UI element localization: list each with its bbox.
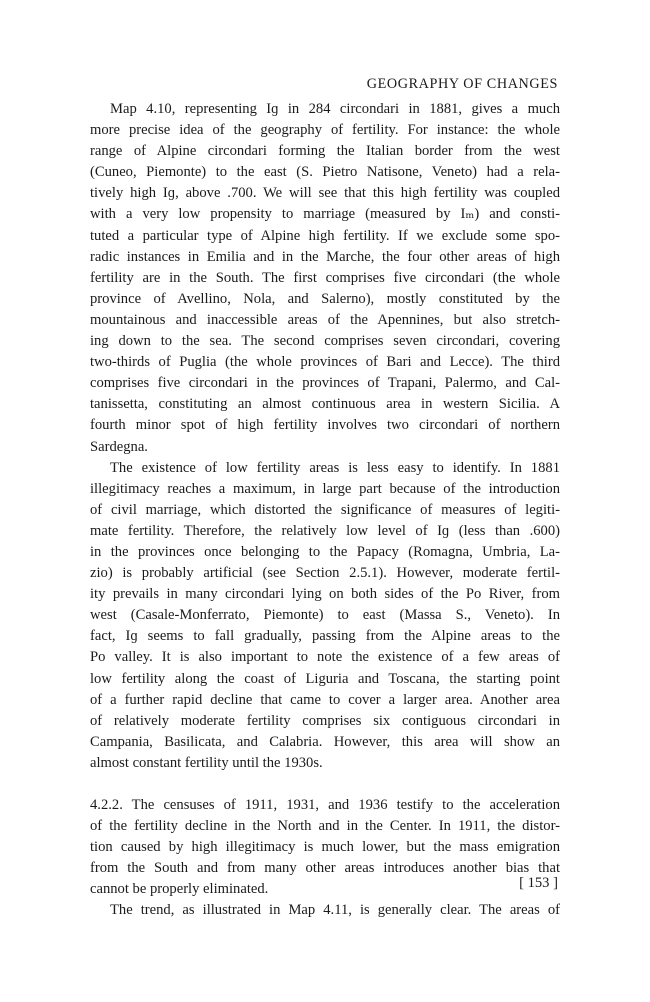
paragraph-trend <box>90 900 560 921</box>
text-line: ity prevails in many circondari lying on both sides of the Po River, from <box>90 586 560 603</box>
text-line: of civil marriage, which distorted the significance of measures of legiti- <box>90 501 560 518</box>
text-line: almost constant fertility until the 1930s. <box>90 754 323 771</box>
text-line: tuted a particular type of Alpine high fertility. If we exclude some spo- <box>90 227 560 244</box>
text-line: (Cuneo, Piemonte) to the east (S. Pietro Natisone, Veneto) had a rela- <box>90 164 560 181</box>
text-line: from the South and from many other areas introduces another bias that <box>90 860 560 877</box>
text-line: The existence of low fertility areas is less easy to identify. In 1881 <box>110 459 560 476</box>
text-line: of the fertility decline in the North and in the Center. In 1911, the distor- <box>90 818 560 835</box>
text-line: two-thirds of Puglia (the whole provinces of Bari and Lecce). The third <box>90 354 560 371</box>
paragraph-section-4-2-2 <box>90 795 560 900</box>
text-line: comprises five circondari in the provinces of Trapani, Palermo, and Cal- <box>90 375 560 392</box>
text-line: of relatively moderate fertility comprises six contiguous circondari in <box>90 712 560 729</box>
section-gap <box>90 774 560 795</box>
text-line: range of Alpine circondari forming the Italian border from the west <box>90 143 560 160</box>
text-line: The trend, as illustrated in Map 4.11, is generally clear. The areas of <box>110 902 560 919</box>
text-line: mountainous and inaccessible areas of the Apennines, but also stretch- <box>90 311 560 328</box>
paragraph-map-4-10 <box>90 99 560 458</box>
text-line: low fertility along the coast of Liguria and Toscana, the starting point <box>90 670 560 687</box>
body-text <box>90 99 560 922</box>
text-line: with a very low propensity to marriage (measured by Iₘ) and consti- <box>90 206 560 223</box>
page-number: [ 153 ] <box>519 875 558 891</box>
text-line: tanissetta, constituting an almost continuous area in western Sicilia. A <box>90 396 560 413</box>
text-line: 4.2.2. The censuses of 1911, 1931, and 1936 testify to the acceleration <box>90 797 560 813</box>
text-line: zio) is probably artificial (see Section 2.5.1). However, moderate fertil- <box>90 565 560 582</box>
text-line: fact, Iɡ seems to fall gradually, passing from the Alpine areas to the <box>90 628 560 645</box>
text-line: west (Casale-Monferrato, Piemonte) to east (Massa S., Veneto). In <box>90 607 560 624</box>
text-line: more precise idea of the geography of fertility. For instance: the whole <box>90 122 560 139</box>
text-line: fourth minor spot of high fertility involves two circondari of northern <box>90 417 560 434</box>
text-line: tion caused by high illegitimacy is much lower, but the mass emigration <box>90 839 560 856</box>
text-line: mate fertility. Therefore, the relatively low level of Iɡ (less than .600) <box>90 522 560 539</box>
text-line: in the provinces once belonging to the Papacy (Romagna, Umbria, La- <box>90 543 560 560</box>
text-line: Campania, Basilicata, and Calabria. However, this area will show an <box>90 733 560 750</box>
text-line: illegitimacy reaches a maximum, in large part because of the introduction <box>90 480 560 497</box>
text-line: Sardegna. <box>90 438 148 455</box>
text-line: radic instances in Emilia and in the Marche, the four other areas of high <box>90 248 560 265</box>
text-line: tively high Iɡ, above .700. We will see that this high fertility was coupled <box>90 185 560 202</box>
text-line: ing down to the sea. The second comprises seven circondari, covering <box>90 333 560 350</box>
text-line: province of Avellino, Nola, and Salerno), mostly constituted by the <box>90 290 560 307</box>
book-page <box>90 0 560 1002</box>
text-line: Map 4.10, representing Iɡ in 284 circondari in 1881, gives a much <box>110 101 560 117</box>
running-head: GEOGRAPHY OF CHANGES <box>366 76 558 92</box>
paragraph-low-fertility <box>90 458 560 774</box>
text-line: fertility are in the South. The first comprises five circondari (the whole <box>90 269 560 286</box>
text-line: of a further rapid decline that came to cover a larger area. Another area <box>90 691 560 708</box>
text-line: Po valley. It is also important to note the existence of a few areas of <box>90 649 560 666</box>
text-line: cannot be properly eliminated. <box>90 881 269 898</box>
